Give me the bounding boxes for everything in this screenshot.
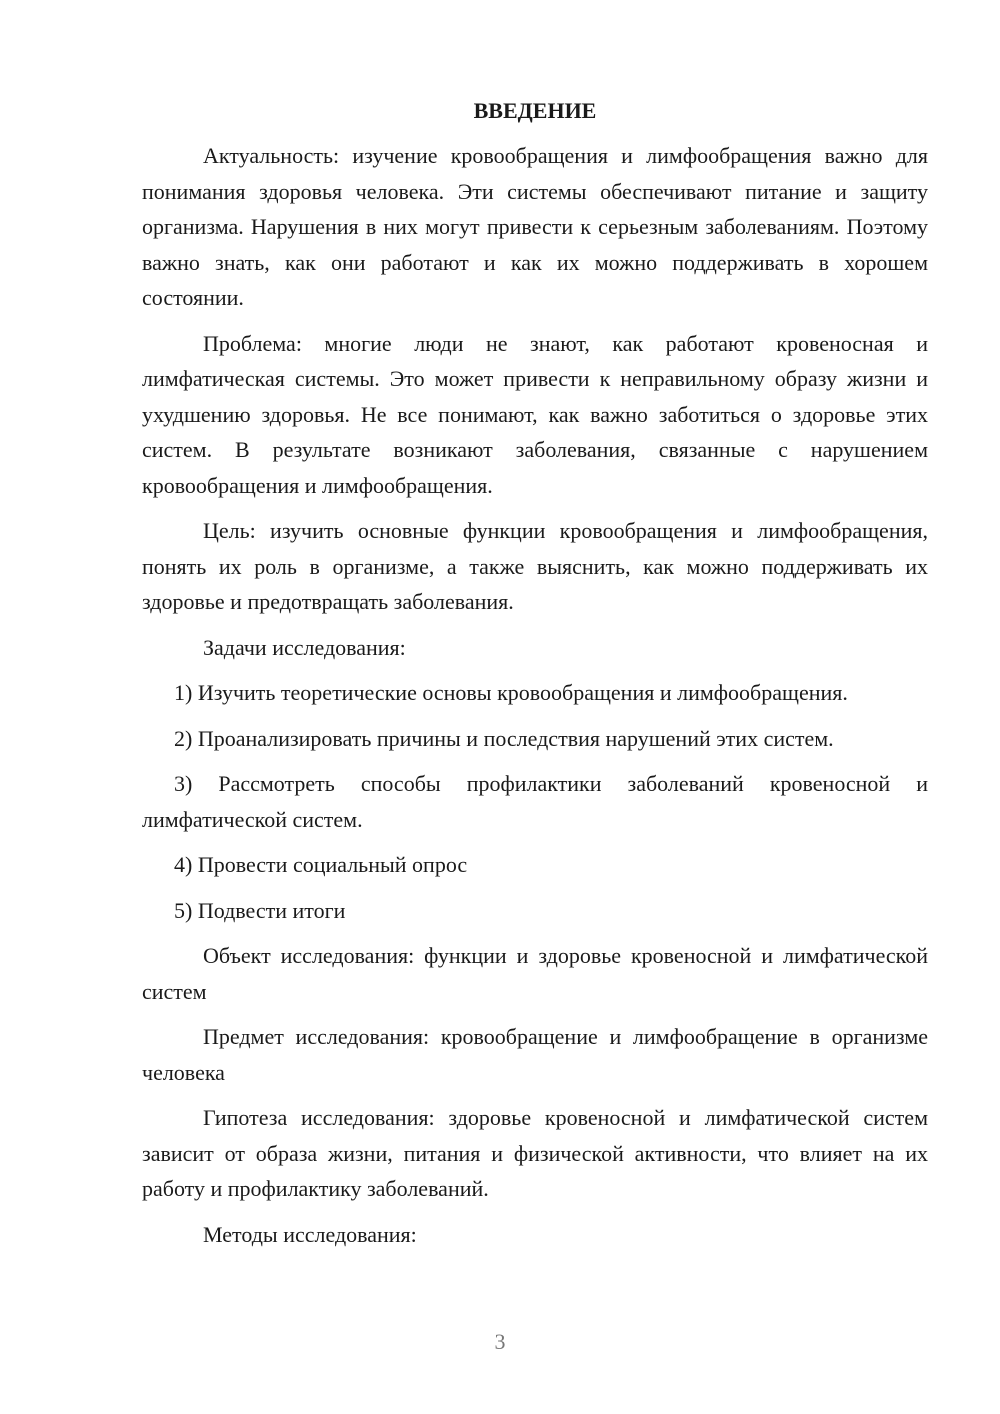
document-page bbox=[142, 96, 928, 1262]
paragraph-goal: Цель: изучить основные функции кровообращения и лимфообращения, понять их роль в организме, а также выяснить, как можно поддерживать их здоровье и предотвращать заболевания. bbox=[142, 518, 928, 614]
paragraph-object: Объект исследования: функции и здоровье кровеносной и лимфатической систем bbox=[142, 943, 928, 1004]
paragraph-methods-title: Методы исследования: bbox=[203, 1221, 417, 1247]
paragraph-subject: Предмет исследования: кровообращение и лимфообращение в организме человека bbox=[142, 1024, 928, 1085]
paragraph-problem: Проблема: многие люди не знают, как работают кровеносная и лимфатическая системы. Это может привести к неправильному образу жизни и ухудшению здоровья. Не все понимают, как важно заботиться о здоровье этих систем. В результате возникают заболевания, связанные с нарушением кровообращения и лимфообращения. bbox=[142, 330, 928, 498]
paragraph-hypothesis: Гипотеза исследования: здоровье кровеносной и лимфатической систем зависит от образа жизни, питания и физической активности, что влияет на их работу и профилактику заболеваний. bbox=[142, 1105, 928, 1201]
list-item: 1) Изучить теоретические основы кровообращения и лимфообращения. bbox=[174, 680, 848, 705]
list-item: 5) Подвести итоги bbox=[174, 897, 346, 923]
list-item: 4) Провести социальный опрос bbox=[174, 852, 468, 877]
tasks-list bbox=[142, 675, 928, 928]
page-number: 3 bbox=[494, 1329, 506, 1354]
paragraph-tasks-title: Задачи исследования: bbox=[203, 634, 406, 660]
list-item: 3) Рассмотреть способы профилактики заболеваний кровеносной и лимфатической систем. bbox=[142, 771, 928, 832]
paragraph-relevance: Актуальность: изучение кровообращения и лимфообращения важно для понимания здоровья человека. Эти системы обеспечивают питание и защиту организма. Нарушения в них могут привести к серьезным заболеваниям. Поэтому важно знать, как они работают и как их можно поддерживать в хорошем состоянии. bbox=[142, 143, 928, 310]
list-item: 2) Проанализировать причины и последствия нарушений этих систем. bbox=[174, 725, 834, 751]
section-heading: ВВЕДЕНИЕ bbox=[473, 98, 597, 123]
